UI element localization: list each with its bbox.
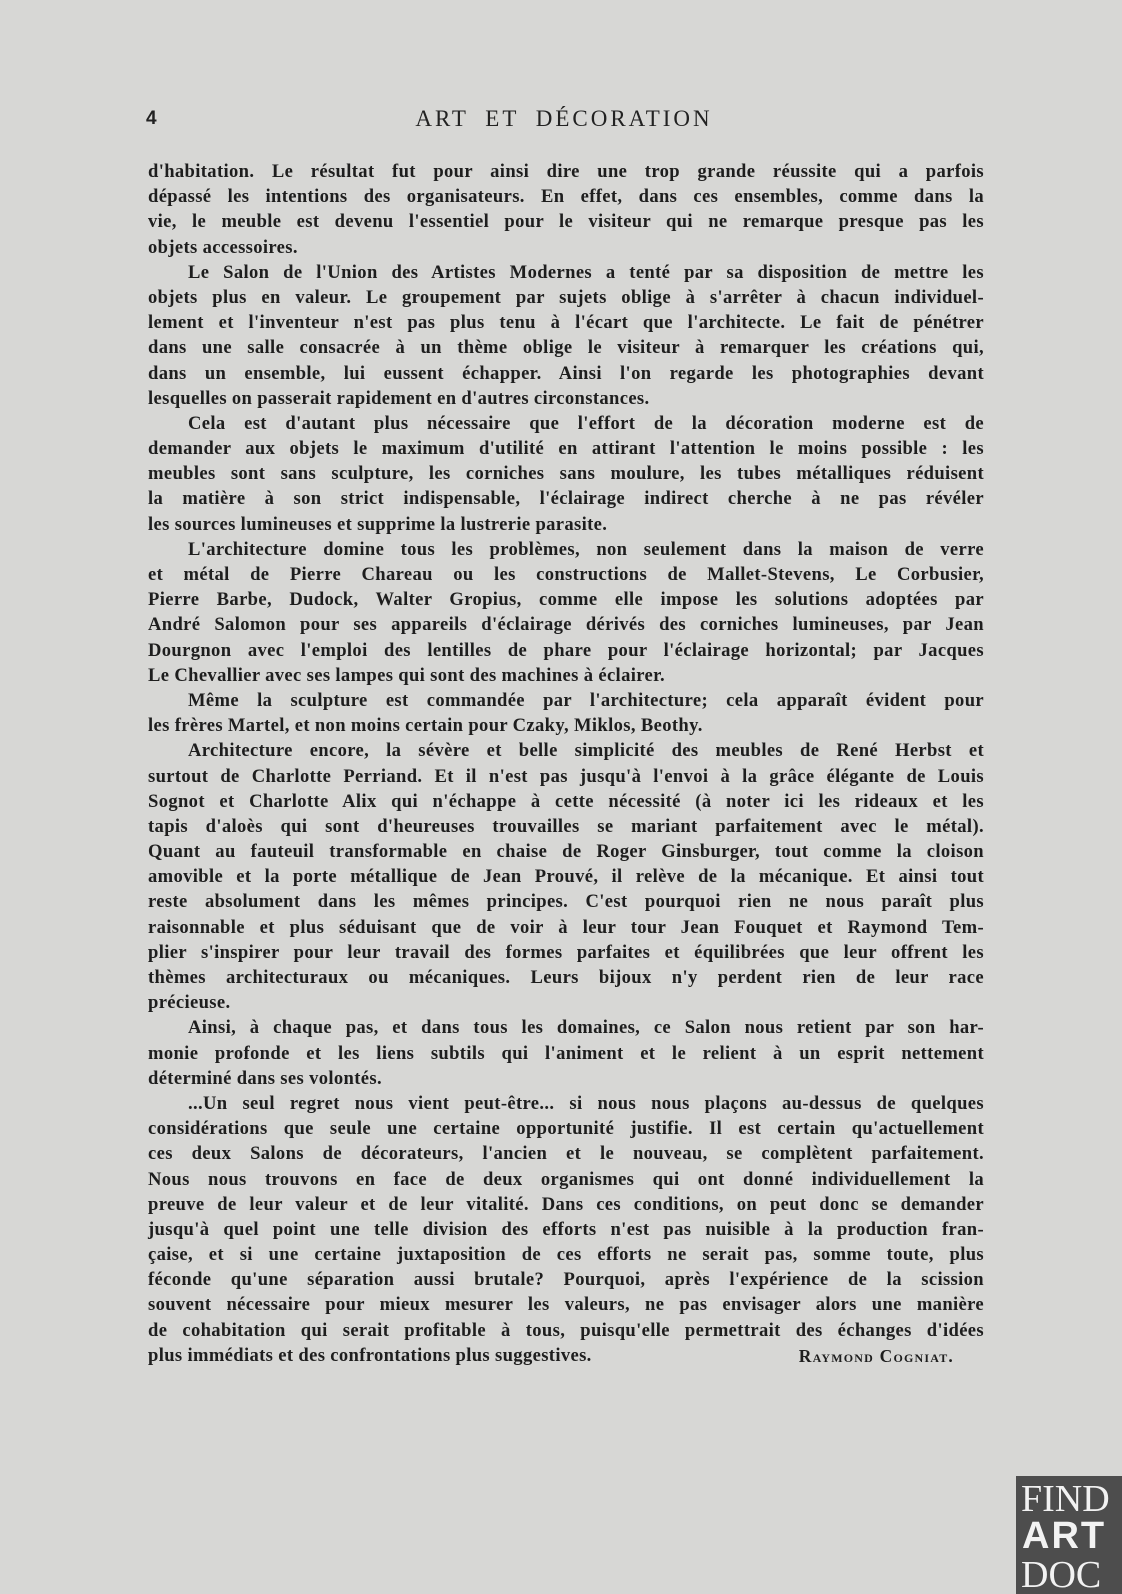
- text-line: amovible et la porte métallique de Jean Prouvé, il relève de la mécanique. Et ainsi tout: [148, 866, 984, 888]
- text-line: demander aux objets le maximum d'utilité en attirant l'attention le moins possible : les: [148, 438, 984, 460]
- running-title: ART ET DÉCORATION: [415, 106, 713, 131]
- text-line: considérations que seule une certaine opportunité justifie. Il est certain qu'actuellement: [148, 1118, 984, 1140]
- text-line: surtout de Charlotte Perriand. Et il n'est pas jusqu'à l'envoi à la grâce élégante de Louis: [148, 765, 984, 787]
- text-line: L'architecture domine tous les problèmes, non seulement dans la maison de verre: [188, 538, 984, 560]
- text-line: Même la sculpture est commandée par l'architecture; cela apparaît évident pour: [188, 689, 984, 711]
- text-line: les frères Martel, et non moins certain pour Czaky, Miklos, Beothy.: [148, 715, 703, 737]
- text-line: meubles sont sans sculpture, les corniches sans moulure, les tubes métalliques réduisent: [148, 463, 984, 485]
- logo-word-art: ART: [1022, 1515, 1107, 1557]
- text-line: Sognot et Charlotte Alix qui n'échappe à cette nécessité (à noter ici les rideaux et les: [148, 790, 984, 812]
- text-line: preuve de leur valeur et de leur vitalité. Dans ces conditions, on peut donc se demander: [148, 1193, 984, 1215]
- text-line: dans une salle consacrée à un thème oblige le visiteur à remarquer les créations qui,: [148, 337, 984, 359]
- text-line: objets plus en valeur. Le groupement par sujets oblige à s'arrêter à chacun individuel-: [148, 286, 984, 308]
- article-body: [148, 159, 984, 1368]
- paragraph: [148, 159, 984, 260]
- text-line: Le Chevallier avec ses lampes qui sont des machines à éclairer.: [148, 664, 665, 686]
- text-line: tapis d'aloès qui sont d'heureuses trouvailles se mariant parfaitement avec le métal).: [148, 815, 984, 837]
- text-line: dépassé les intentions des organisateurs. En effet, dans ces ensembles, comme dans la: [148, 186, 984, 208]
- text-line: précieuse.: [148, 992, 231, 1014]
- text-line: ces deux Salons de décorateurs, l'ancien et le nouveau, se complètent parfaitement.: [148, 1143, 984, 1165]
- text-line: thèmes architecturaux ou mécaniques. Leurs bijoux n'y perdent rien de leur race: [148, 967, 984, 988]
- paragraph: [148, 1015, 984, 1091]
- paragraph: [148, 537, 984, 688]
- text-line: souvent nécessaire pour mieux mesurer les valeurs, ne pas envisager alors une manière: [148, 1294, 984, 1316]
- text-line: lesquelles on passerait rapidement en d'autres circonstances.: [148, 387, 650, 409]
- text-line: raisonnable et plus séduisant que de voir à leur tour Jean Fouquet et Raymond Tem-: [148, 916, 984, 938]
- text-line: féconde qu'une séparation aussi brutale? Pourquoi, après l'expérience de la scission: [148, 1269, 984, 1291]
- author-signature: Raymond Cogniat.: [798, 1346, 954, 1366]
- text-line: reste absolument dans les mêmes principes. C'est pourquoi rien ne nous paraît plus: [148, 891, 984, 913]
- text-line: Le Salon de l'Union des Artistes Modernes a tenté par sa disposition de mettre les: [188, 261, 984, 283]
- text-line: plier s'inspirer pour leur travail des formes parfaites et équilibrées que leur offrent les: [148, 941, 984, 963]
- text-line: André Salomon pour ses appareils d'éclairage dérivés des corniches lumineuses, par Jean: [148, 614, 984, 636]
- paragraph: [148, 688, 984, 738]
- text-line: ...Un seul regret nous vient peut-être... si nous nous plaçons au-dessus de quelques: [188, 1092, 984, 1114]
- text-line: Architecture encore, la sévère et belle simplicité des meubles de René Herbst et: [188, 740, 984, 762]
- text-line: objets accessoires.: [148, 236, 298, 258]
- text-line: la matière à son strict indispensable, l'éclairage indirect cherche à ne pas révéler: [148, 488, 984, 510]
- page-number: 4: [146, 108, 157, 129]
- text-line: jusqu'à quel point une telle division des efforts n'est pas nuisible à la production fran-: [148, 1218, 984, 1240]
- paragraph: [148, 738, 984, 1015]
- text-line: çaise, et si une certaine juxtaposition de ces efforts ne serait pas, somme toute, plus: [148, 1244, 984, 1266]
- text-line: Pierre Barbe, Dudock, Walter Gropius, comme elle impose les solutions adoptées par: [148, 589, 984, 611]
- text-line: vie, le meuble est devenu l'essentiel pour le visiteur qui ne remarque presque pas les: [148, 211, 984, 233]
- text-line: et métal de Pierre Chareau ou les constructions de Mallet-Stevens, Le Corbusier,: [148, 564, 984, 585]
- text-line: déterminé dans ses volontés.: [148, 1067, 382, 1089]
- text-line: Dourgnon avec l'emploi des lentilles de phare pour l'éclairage horizontal; par Jacques: [148, 639, 984, 661]
- paragraph: [148, 1091, 984, 1368]
- logo-word-find: FIND: [1021, 1478, 1110, 1520]
- text-line: de cohabitation qui serait profitable à tous, puisqu'elle permettrait des échanges d'idées: [148, 1319, 984, 1341]
- text-line: monie profonde et les liens subtils qui l'animent et le relient à un esprit nettement: [148, 1042, 984, 1064]
- paragraph: [148, 260, 984, 411]
- text-line: Ainsi, à chaque pas, et dans tous les domaines, ce Salon nous retient par son har-: [188, 1017, 984, 1039]
- text-line: dans un ensemble, lui eussent échapper. Ainsi l'on regarde les photographies devant: [148, 362, 984, 384]
- paragraph: [148, 411, 984, 537]
- text-line: d'habitation. Le résultat fut pour ainsi dire une trop grande réussite qui a parfois: [148, 161, 984, 182]
- text-line: plus immédiats et des confrontations plus suggestives.: [148, 1344, 592, 1366]
- text-line: Nous nous trouvons en face de deux organismes qui ont donné individuellement la: [148, 1168, 984, 1190]
- text-line: lement et l'inventeur n'est pas plus tenu à l'écart que l'architecte. Le fait de pénétrer: [148, 312, 984, 334]
- text-line: les sources lumineuses et supprime la lustrerie parasite.: [148, 513, 608, 535]
- logo-word-doc: DOC: [1021, 1554, 1102, 1594]
- text-line: Quant au fauteuil transformable en chaise de Roger Ginsburger, tout comme la cloison: [148, 841, 984, 863]
- text-line: Cela est d'autant plus nécessaire que l'effort de la décoration moderne est de: [188, 412, 984, 434]
- findartdoc-logo[interactable]: [1016, 1476, 1122, 1594]
